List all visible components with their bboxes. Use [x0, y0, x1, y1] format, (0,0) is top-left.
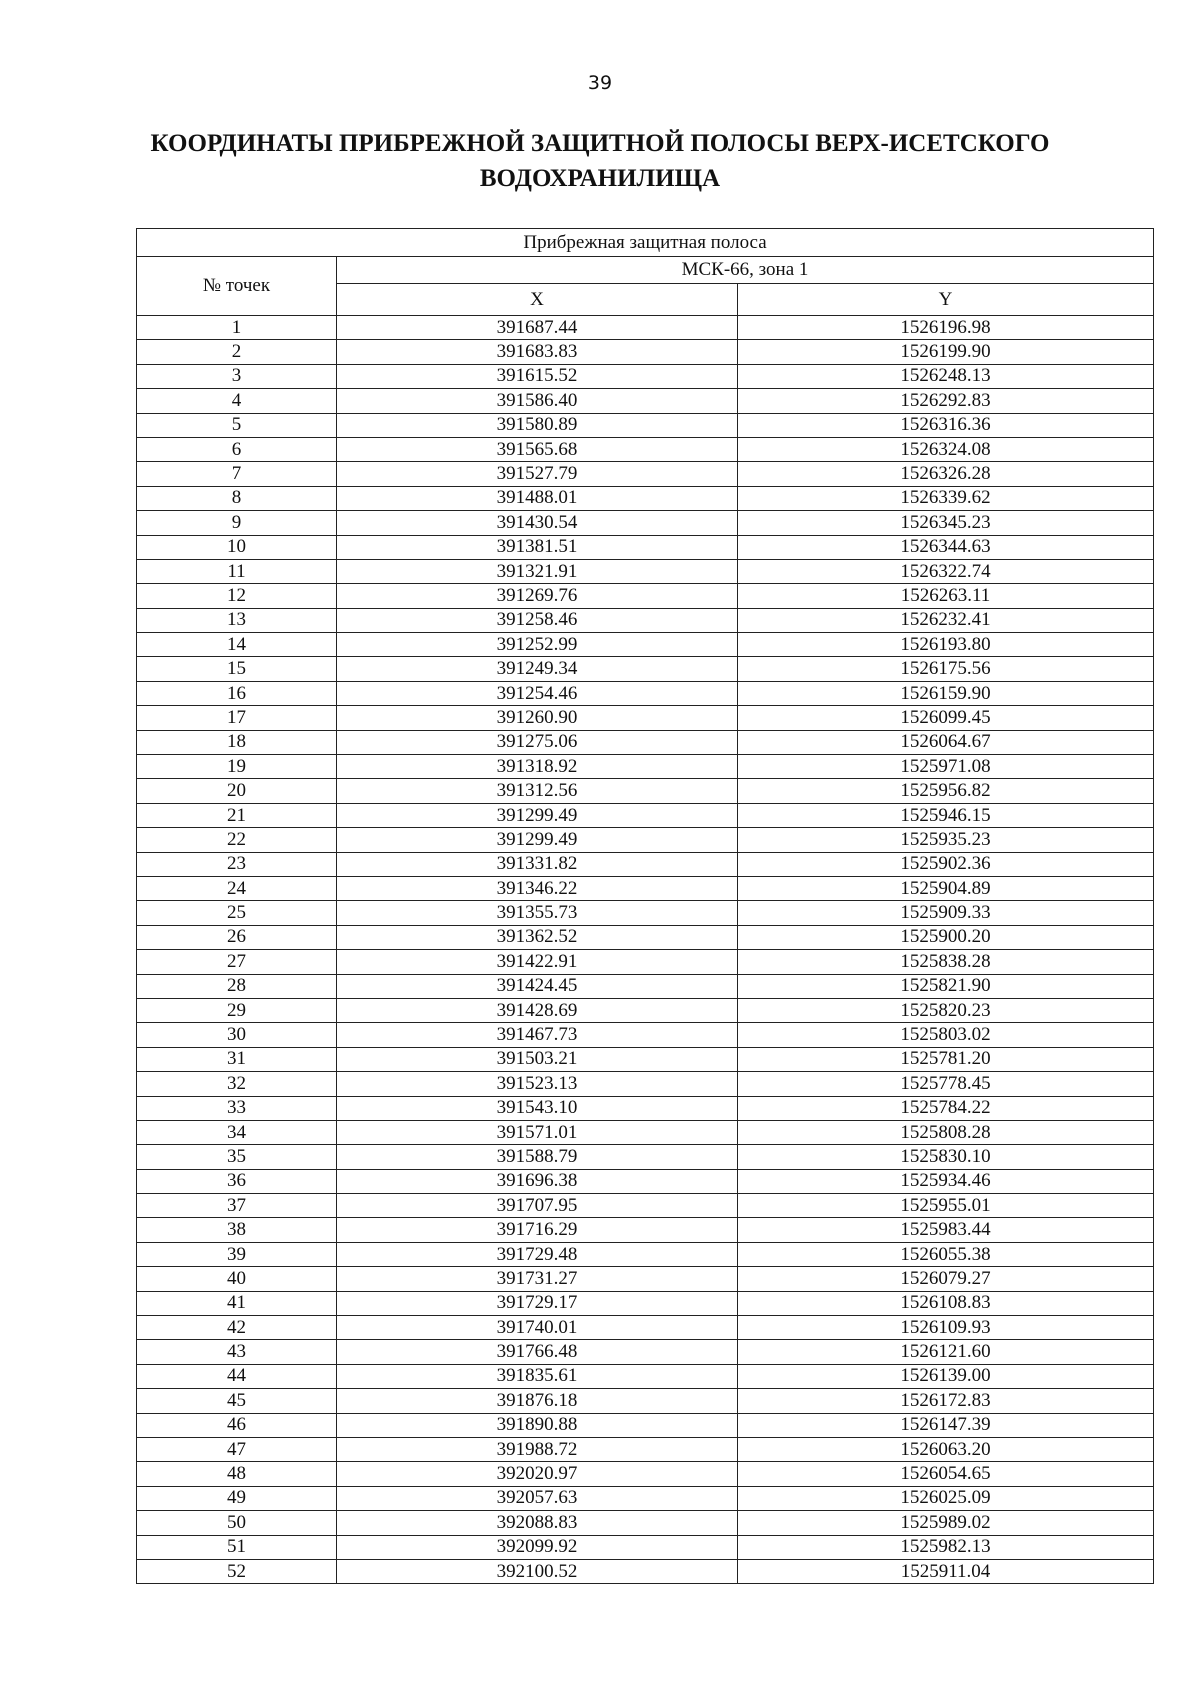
- x-coordinate-cell: 392099.92: [337, 1535, 738, 1559]
- table-row: [137, 633, 1154, 657]
- y-coordinate-cell: 1526324.08: [738, 437, 1154, 461]
- y-coordinate-cell: 1526108.83: [738, 1291, 1154, 1315]
- x-coordinate-cell: 391249.34: [337, 657, 738, 681]
- table-row: [137, 803, 1154, 827]
- table-row: [137, 852, 1154, 876]
- x-coordinate-cell: 391588.79: [337, 1145, 738, 1169]
- table-row: [137, 389, 1154, 413]
- point-number-cell: 19: [137, 755, 337, 779]
- x-coordinate-cell: 391318.92: [337, 755, 738, 779]
- x-coordinate-cell: 391331.82: [337, 852, 738, 876]
- table-body: [137, 316, 1154, 1584]
- table-row: [137, 1559, 1154, 1583]
- x-coordinate-cell: 391565.68: [337, 437, 738, 461]
- table-row: [137, 584, 1154, 608]
- header-protection-strip: Прибрежная защитная полоса: [137, 229, 1154, 257]
- point-number-cell: 42: [137, 1316, 337, 1340]
- point-number-cell: 16: [137, 681, 337, 705]
- y-coordinate-cell: 1525781.20: [738, 1047, 1154, 1071]
- table-row: [137, 1340, 1154, 1364]
- table-row: [137, 1218, 1154, 1242]
- table-row: [137, 559, 1154, 583]
- y-coordinate-cell: 1526193.80: [738, 633, 1154, 657]
- point-number-cell: 28: [137, 974, 337, 998]
- x-coordinate-cell: 391543.10: [337, 1096, 738, 1120]
- header-point-number: № точек: [137, 257, 337, 316]
- y-coordinate-cell: 1526199.90: [738, 340, 1154, 364]
- x-coordinate-cell: 391355.73: [337, 901, 738, 925]
- point-number-cell: 31: [137, 1047, 337, 1071]
- x-coordinate-cell: 391731.27: [337, 1267, 738, 1291]
- y-coordinate-cell: 1525803.02: [738, 1023, 1154, 1047]
- coordinates-table: [136, 228, 1154, 1584]
- table-row: [137, 1291, 1154, 1315]
- y-coordinate-cell: 1526345.23: [738, 511, 1154, 535]
- x-coordinate-cell: 391527.79: [337, 462, 738, 486]
- table-row: [137, 1169, 1154, 1193]
- table-row: [137, 1267, 1154, 1291]
- y-coordinate-cell: 1526099.45: [738, 706, 1154, 730]
- point-number-cell: 3: [137, 364, 337, 388]
- table-row: [137, 364, 1154, 388]
- x-coordinate-cell: 391523.13: [337, 1072, 738, 1096]
- x-coordinate-cell: 391346.22: [337, 876, 738, 900]
- point-number-cell: 44: [137, 1364, 337, 1388]
- x-coordinate-cell: 391729.48: [337, 1242, 738, 1266]
- y-coordinate-cell: 1525956.82: [738, 779, 1154, 803]
- x-coordinate-cell: 391890.88: [337, 1413, 738, 1437]
- table-row: [137, 1437, 1154, 1461]
- y-coordinate-cell: 1525900.20: [738, 925, 1154, 949]
- point-number-cell: 26: [137, 925, 337, 949]
- point-number-cell: 22: [137, 828, 337, 852]
- y-coordinate-cell: 1526025.09: [738, 1486, 1154, 1510]
- y-coordinate-cell: 1526322.74: [738, 559, 1154, 583]
- y-coordinate-cell: 1526063.20: [738, 1437, 1154, 1461]
- point-number-cell: 13: [137, 608, 337, 632]
- table-row: [137, 876, 1154, 900]
- point-number-cell: 36: [137, 1169, 337, 1193]
- y-coordinate-cell: 1525909.33: [738, 901, 1154, 925]
- table-row: [137, 681, 1154, 705]
- table-row: [137, 657, 1154, 681]
- table-row: [137, 1462, 1154, 1486]
- x-coordinate-cell: 391740.01: [337, 1316, 738, 1340]
- table-row: [137, 511, 1154, 535]
- point-number-cell: 8: [137, 486, 337, 510]
- page-number: 39: [587, 72, 613, 94]
- x-coordinate-cell: 391252.99: [337, 633, 738, 657]
- table-row: [137, 779, 1154, 803]
- y-coordinate-cell: 1525982.13: [738, 1535, 1154, 1559]
- point-number-cell: 5: [137, 413, 337, 437]
- y-coordinate-cell: 1526054.65: [738, 1462, 1154, 1486]
- point-number-cell: 35: [137, 1145, 337, 1169]
- table-row: [137, 1242, 1154, 1266]
- x-coordinate-cell: 391430.54: [337, 511, 738, 535]
- y-coordinate-cell: 1525820.23: [738, 998, 1154, 1022]
- header-x: X: [337, 284, 738, 316]
- x-coordinate-cell: 391258.46: [337, 608, 738, 632]
- x-coordinate-cell: 391988.72: [337, 1437, 738, 1461]
- x-coordinate-cell: 391729.17: [337, 1291, 738, 1315]
- x-coordinate-cell: 391422.91: [337, 950, 738, 974]
- y-coordinate-cell: 1526316.36: [738, 413, 1154, 437]
- x-coordinate-cell: 391687.44: [337, 316, 738, 340]
- y-coordinate-cell: 1526344.63: [738, 535, 1154, 559]
- table-row: [137, 462, 1154, 486]
- y-coordinate-cell: 1525934.46: [738, 1169, 1154, 1193]
- header-coordinate-system: МСК-66, зона 1: [337, 257, 1154, 284]
- point-number-cell: 37: [137, 1194, 337, 1218]
- x-coordinate-cell: 391321.91: [337, 559, 738, 583]
- table-row: [137, 755, 1154, 779]
- x-coordinate-cell: 391467.73: [337, 1023, 738, 1047]
- y-coordinate-cell: 1526292.83: [738, 389, 1154, 413]
- point-number-cell: 32: [137, 1072, 337, 1096]
- y-coordinate-cell: 1526196.98: [738, 316, 1154, 340]
- y-coordinate-cell: 1525838.28: [738, 950, 1154, 974]
- point-number-cell: 33: [137, 1096, 337, 1120]
- table-row: [137, 340, 1154, 364]
- point-number-cell: 39: [137, 1242, 337, 1266]
- x-coordinate-cell: 391381.51: [337, 535, 738, 559]
- x-coordinate-cell: 391312.56: [337, 779, 738, 803]
- point-number-cell: 4: [137, 389, 337, 413]
- point-number-cell: 9: [137, 511, 337, 535]
- point-number-cell: 2: [137, 340, 337, 364]
- table-row: [137, 608, 1154, 632]
- table-row: [137, 1413, 1154, 1437]
- x-coordinate-cell: 391766.48: [337, 1340, 738, 1364]
- point-number-cell: 11: [137, 559, 337, 583]
- table-row: [137, 316, 1154, 340]
- table-row: [137, 1194, 1154, 1218]
- point-number-cell: 51: [137, 1535, 337, 1559]
- y-coordinate-cell: 1525830.10: [738, 1145, 1154, 1169]
- y-coordinate-cell: 1526055.38: [738, 1242, 1154, 1266]
- y-coordinate-cell: 1526248.13: [738, 364, 1154, 388]
- y-coordinate-cell: 1525971.08: [738, 755, 1154, 779]
- table-row: [137, 1364, 1154, 1388]
- table-row: [137, 1120, 1154, 1144]
- y-coordinate-cell: 1525821.90: [738, 974, 1154, 998]
- table-row: [137, 535, 1154, 559]
- point-number-cell: 20: [137, 779, 337, 803]
- point-number-cell: 1: [137, 316, 337, 340]
- table-row: [137, 1316, 1154, 1340]
- y-coordinate-cell: 1526326.28: [738, 462, 1154, 486]
- x-coordinate-cell: 391683.83: [337, 340, 738, 364]
- table-row: [137, 901, 1154, 925]
- x-coordinate-cell: 392020.97: [337, 1462, 738, 1486]
- x-coordinate-cell: 391615.52: [337, 364, 738, 388]
- table-header: [137, 229, 1154, 316]
- x-coordinate-cell: 391835.61: [337, 1364, 738, 1388]
- point-number-cell: 18: [137, 730, 337, 754]
- header-y: Y: [738, 284, 1154, 316]
- point-number-cell: 41: [137, 1291, 337, 1315]
- y-coordinate-cell: 1526172.83: [738, 1389, 1154, 1413]
- y-coordinate-cell: 1526159.90: [738, 681, 1154, 705]
- point-number-cell: 34: [137, 1120, 337, 1144]
- x-coordinate-cell: 391488.01: [337, 486, 738, 510]
- table-row: [137, 974, 1154, 998]
- table-row: [137, 1389, 1154, 1413]
- x-coordinate-cell: 391707.95: [337, 1194, 738, 1218]
- y-coordinate-cell: 1526109.93: [738, 1316, 1154, 1340]
- y-coordinate-cell: 1525955.01: [738, 1194, 1154, 1218]
- point-number-cell: 48: [137, 1462, 337, 1486]
- x-coordinate-cell: 392088.83: [337, 1511, 738, 1535]
- x-coordinate-cell: 391269.76: [337, 584, 738, 608]
- table-row: [137, 828, 1154, 852]
- y-coordinate-cell: 1525989.02: [738, 1511, 1154, 1535]
- point-number-cell: 21: [137, 803, 337, 827]
- point-number-cell: 52: [137, 1559, 337, 1583]
- y-coordinate-cell: 1525983.44: [738, 1218, 1154, 1242]
- y-coordinate-cell: 1526079.27: [738, 1267, 1154, 1291]
- x-coordinate-cell: 391586.40: [337, 389, 738, 413]
- point-number-cell: 24: [137, 876, 337, 900]
- table-row: [137, 1096, 1154, 1120]
- x-coordinate-cell: 391299.49: [337, 828, 738, 852]
- point-number-cell: 27: [137, 950, 337, 974]
- y-coordinate-cell: 1525911.04: [738, 1559, 1154, 1583]
- point-number-cell: 14: [137, 633, 337, 657]
- point-number-cell: 10: [137, 535, 337, 559]
- table-row: [137, 706, 1154, 730]
- x-coordinate-cell: 391428.69: [337, 998, 738, 1022]
- table-row: [137, 1511, 1154, 1535]
- table-row: [137, 486, 1154, 510]
- point-number-cell: 23: [137, 852, 337, 876]
- point-number-cell: 25: [137, 901, 337, 925]
- table-row: [137, 1072, 1154, 1096]
- y-coordinate-cell: 1525946.15: [738, 803, 1154, 827]
- document-title: КООРДИНАТЫ ПРИБРЕЖНОЙ ЗАЩИТНОЙ ПОЛОСЫ ВЕРХ-ИСЕТСКОГО ВОДОХРАНИЛИЩА: [150, 130, 1050, 192]
- table-row: [137, 998, 1154, 1022]
- point-number-cell: 29: [137, 998, 337, 1022]
- y-coordinate-cell: 1526121.60: [738, 1340, 1154, 1364]
- x-coordinate-cell: 392100.52: [337, 1559, 738, 1583]
- y-coordinate-cell: 1525808.28: [738, 1120, 1154, 1144]
- x-coordinate-cell: 391580.89: [337, 413, 738, 437]
- table-row: [137, 437, 1154, 461]
- x-coordinate-cell: 391260.90: [337, 706, 738, 730]
- point-number-cell: 46: [137, 1413, 337, 1437]
- y-coordinate-cell: 1526175.56: [738, 657, 1154, 681]
- table-row: [137, 1047, 1154, 1071]
- y-coordinate-cell: 1525778.45: [738, 1072, 1154, 1096]
- x-coordinate-cell: 391275.06: [337, 730, 738, 754]
- point-number-cell: 7: [137, 462, 337, 486]
- x-coordinate-cell: 392057.63: [337, 1486, 738, 1510]
- y-coordinate-cell: 1526232.41: [738, 608, 1154, 632]
- point-number-cell: 15: [137, 657, 337, 681]
- point-number-cell: 40: [137, 1267, 337, 1291]
- x-coordinate-cell: 391424.45: [337, 974, 738, 998]
- table-row: [137, 925, 1154, 949]
- x-coordinate-cell: 391362.52: [337, 925, 738, 949]
- table-row: [137, 1486, 1154, 1510]
- point-number-cell: 47: [137, 1437, 337, 1461]
- point-number-cell: 17: [137, 706, 337, 730]
- point-number-cell: 6: [137, 437, 337, 461]
- y-coordinate-cell: 1525935.23: [738, 828, 1154, 852]
- table-row: [137, 413, 1154, 437]
- table-row: [137, 1145, 1154, 1169]
- y-coordinate-cell: 1526147.39: [738, 1413, 1154, 1437]
- point-number-cell: 12: [137, 584, 337, 608]
- y-coordinate-cell: 1525904.89: [738, 876, 1154, 900]
- x-coordinate-cell: 391299.49: [337, 803, 738, 827]
- y-coordinate-cell: 1526339.62: [738, 486, 1154, 510]
- point-number-cell: 30: [137, 1023, 337, 1047]
- x-coordinate-cell: 391696.38: [337, 1169, 738, 1193]
- x-coordinate-cell: 391503.21: [337, 1047, 738, 1071]
- table-row: [137, 730, 1154, 754]
- x-coordinate-cell: 391876.18: [337, 1389, 738, 1413]
- x-coordinate-cell: 391716.29: [337, 1218, 738, 1242]
- point-number-cell: 45: [137, 1389, 337, 1413]
- point-number-cell: 49: [137, 1486, 337, 1510]
- point-number-cell: 50: [137, 1511, 337, 1535]
- y-coordinate-cell: 1526139.00: [738, 1364, 1154, 1388]
- point-number-cell: 43: [137, 1340, 337, 1364]
- y-coordinate-cell: 1526263.11: [738, 584, 1154, 608]
- x-coordinate-cell: 391571.01: [337, 1120, 738, 1144]
- y-coordinate-cell: 1525902.36: [738, 852, 1154, 876]
- point-number-cell: 38: [137, 1218, 337, 1242]
- y-coordinate-cell: 1526064.67: [738, 730, 1154, 754]
- table-row: [137, 950, 1154, 974]
- table-row: [137, 1535, 1154, 1559]
- x-coordinate-cell: 391254.46: [337, 681, 738, 705]
- y-coordinate-cell: 1525784.22: [738, 1096, 1154, 1120]
- table-row: [137, 1023, 1154, 1047]
